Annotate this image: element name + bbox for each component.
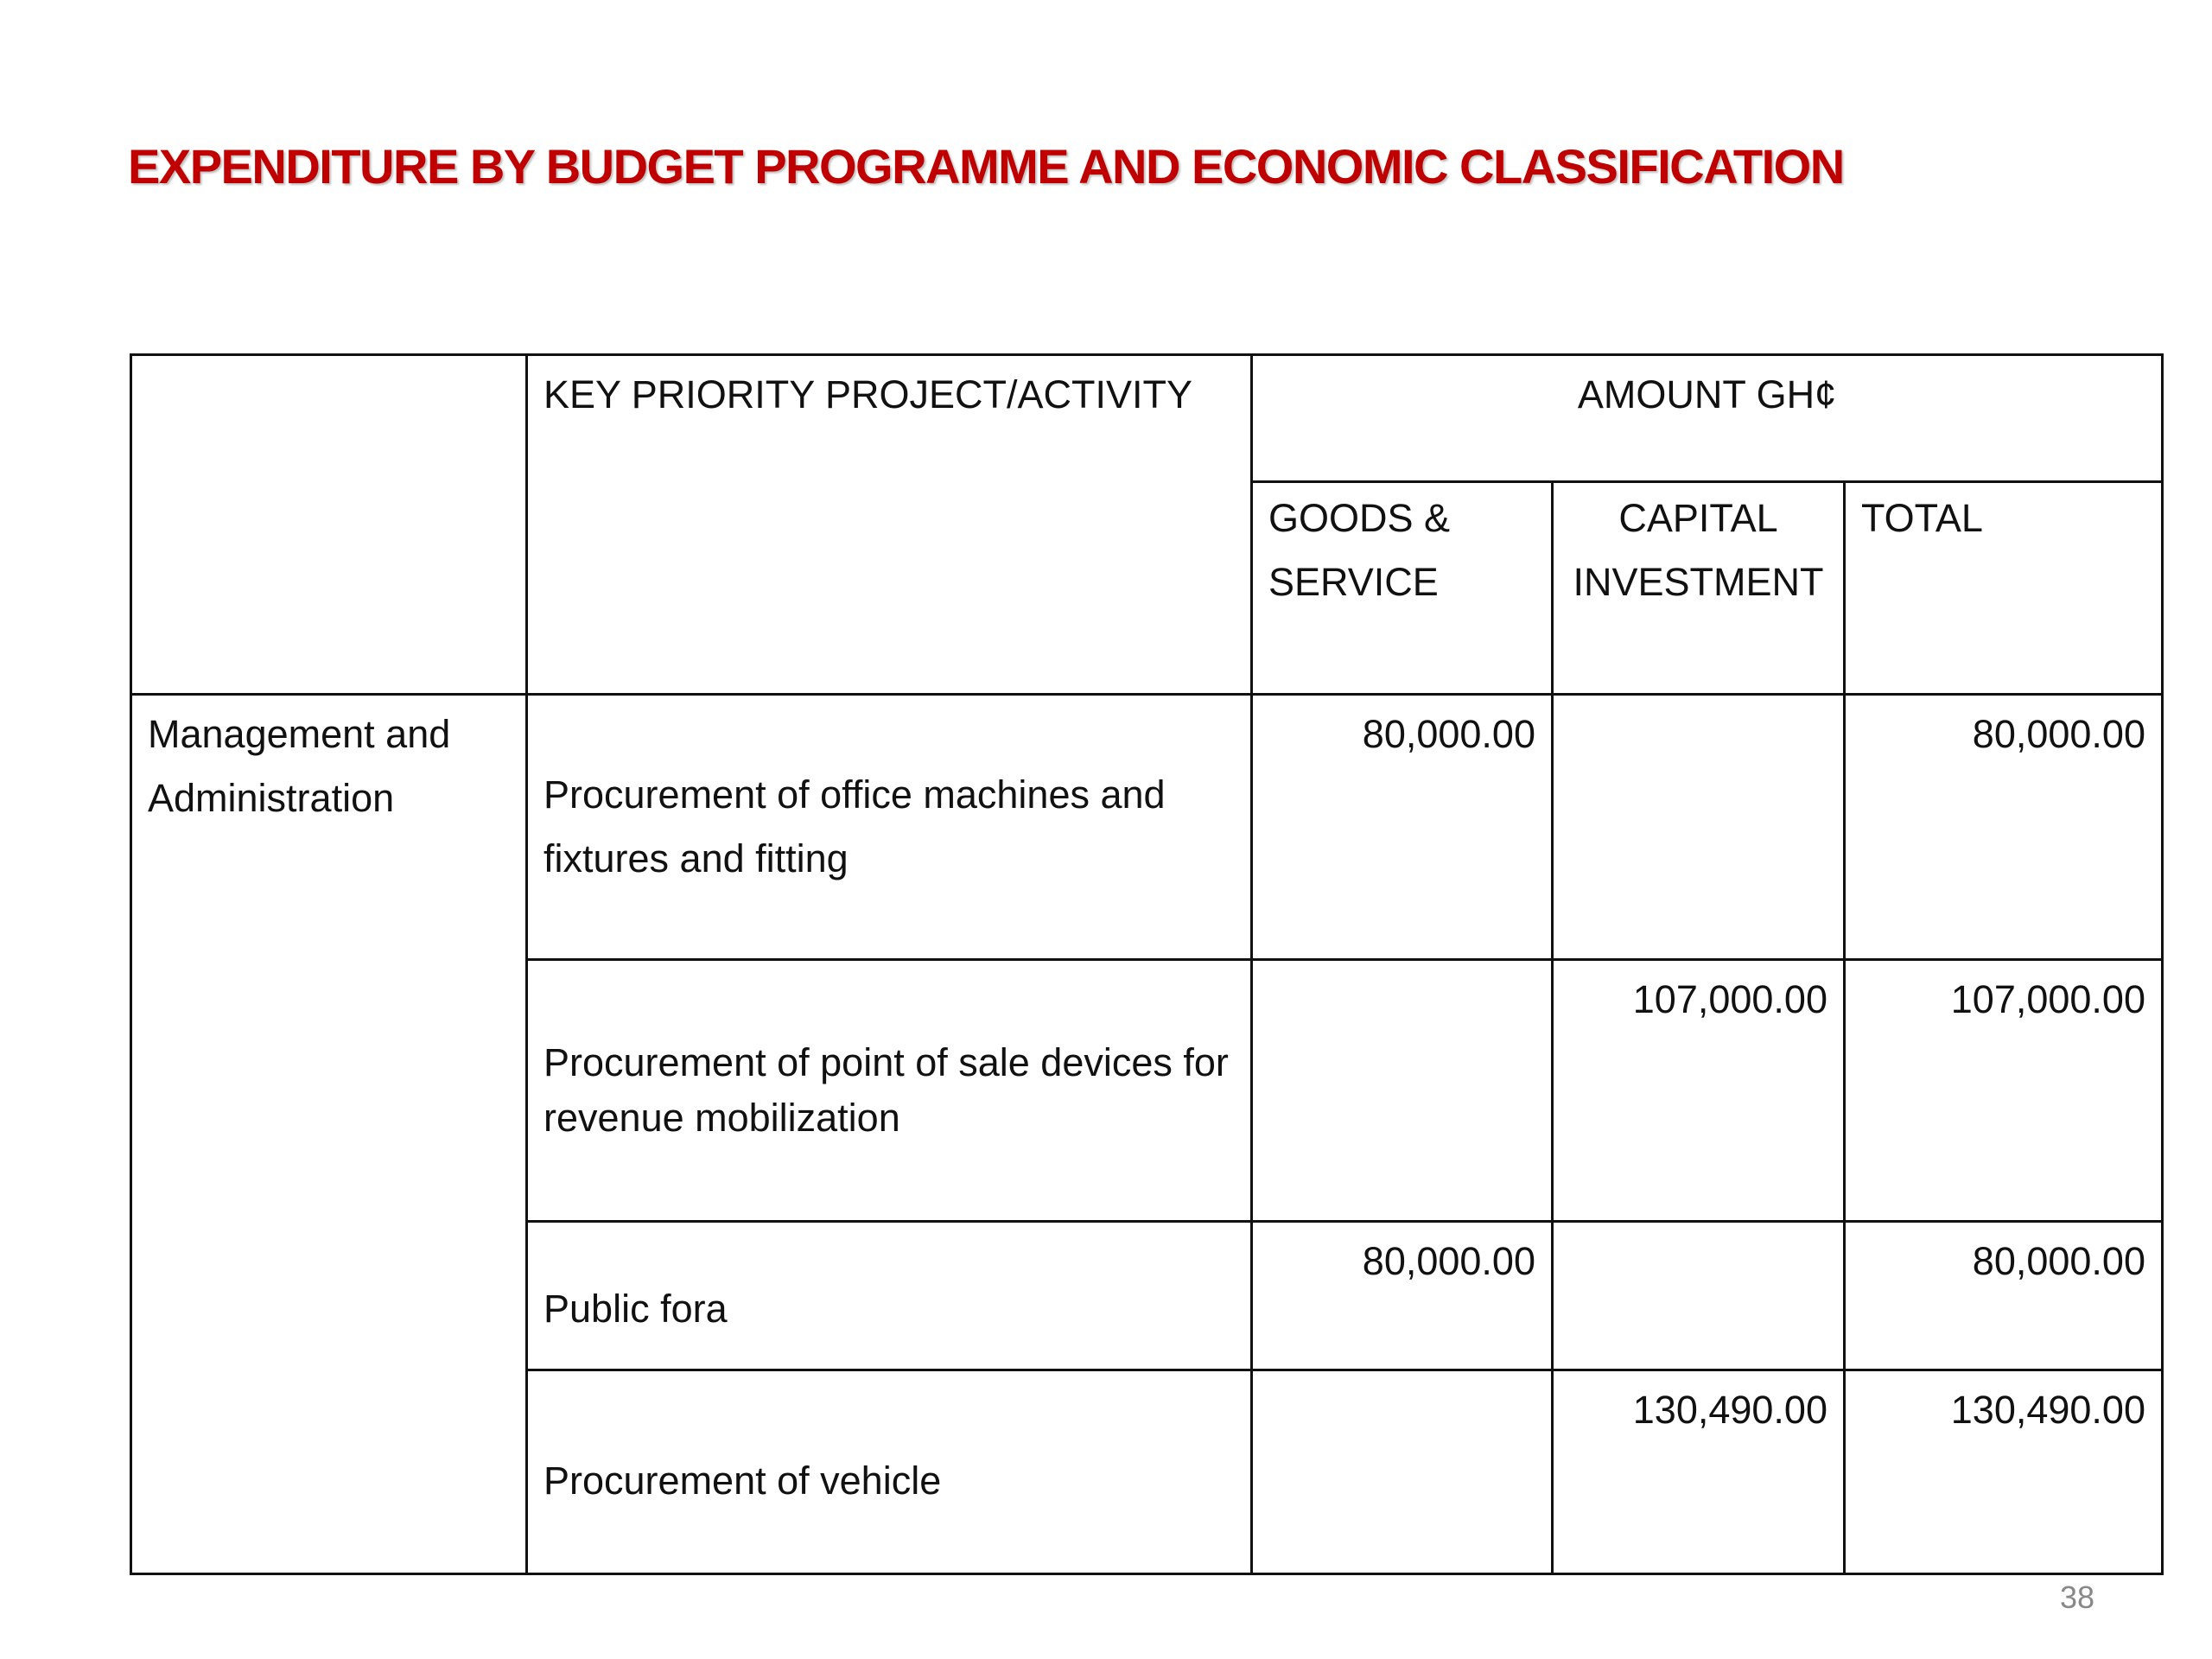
activity-cell: Procurement of point of sale devices for revenue mobilization xyxy=(527,960,1252,1222)
activity-cell: Procurement of vehicle xyxy=(527,1370,1252,1574)
slide-title: EXPENDITURE BY BUDGET PROGRAMME AND ECONOMIC CLASSIFICATION xyxy=(128,139,1844,194)
total-cell: 107,000.00 xyxy=(1845,960,2163,1222)
activity-cell: Procurement of office machines and fixtures and fitting xyxy=(527,695,1252,960)
capital-cell xyxy=(1553,695,1845,960)
total-cell: 80,000.00 xyxy=(1845,695,2163,960)
programme-cell: Management and Administration xyxy=(131,695,527,1574)
header-row xyxy=(131,355,2163,482)
goods-cell: 80,000.00 xyxy=(1252,695,1553,960)
expenditure-table xyxy=(130,353,2164,1575)
goods-cell xyxy=(1252,1370,1553,1574)
total-cell: 80,000.00 xyxy=(1845,1222,2163,1370)
capital-cell xyxy=(1553,1222,1845,1370)
total-cell: 130,490.00 xyxy=(1845,1370,2163,1574)
goods-cell: 80,000.00 xyxy=(1252,1222,1553,1370)
total-header: TOTAL xyxy=(1845,482,2163,695)
amount-header: AMOUNT GH¢ xyxy=(1252,355,2163,482)
programme-header-cell xyxy=(131,355,527,695)
activity-header: KEY PRIORITY PROJECT/ACTIVITY xyxy=(527,355,1252,695)
capital-cell: 107,000.00 xyxy=(1553,960,1845,1222)
table-row xyxy=(131,695,2163,960)
capital-header: CAPITAL INVESTMENT xyxy=(1553,482,1845,695)
page-number: 38 xyxy=(2060,1580,2095,1615)
capital-cell: 130,490.00 xyxy=(1553,1370,1845,1574)
goods-header: GOODS & SERVICE xyxy=(1252,482,1553,695)
goods-cell xyxy=(1252,960,1553,1222)
activity-cell: Public fora xyxy=(527,1222,1252,1370)
